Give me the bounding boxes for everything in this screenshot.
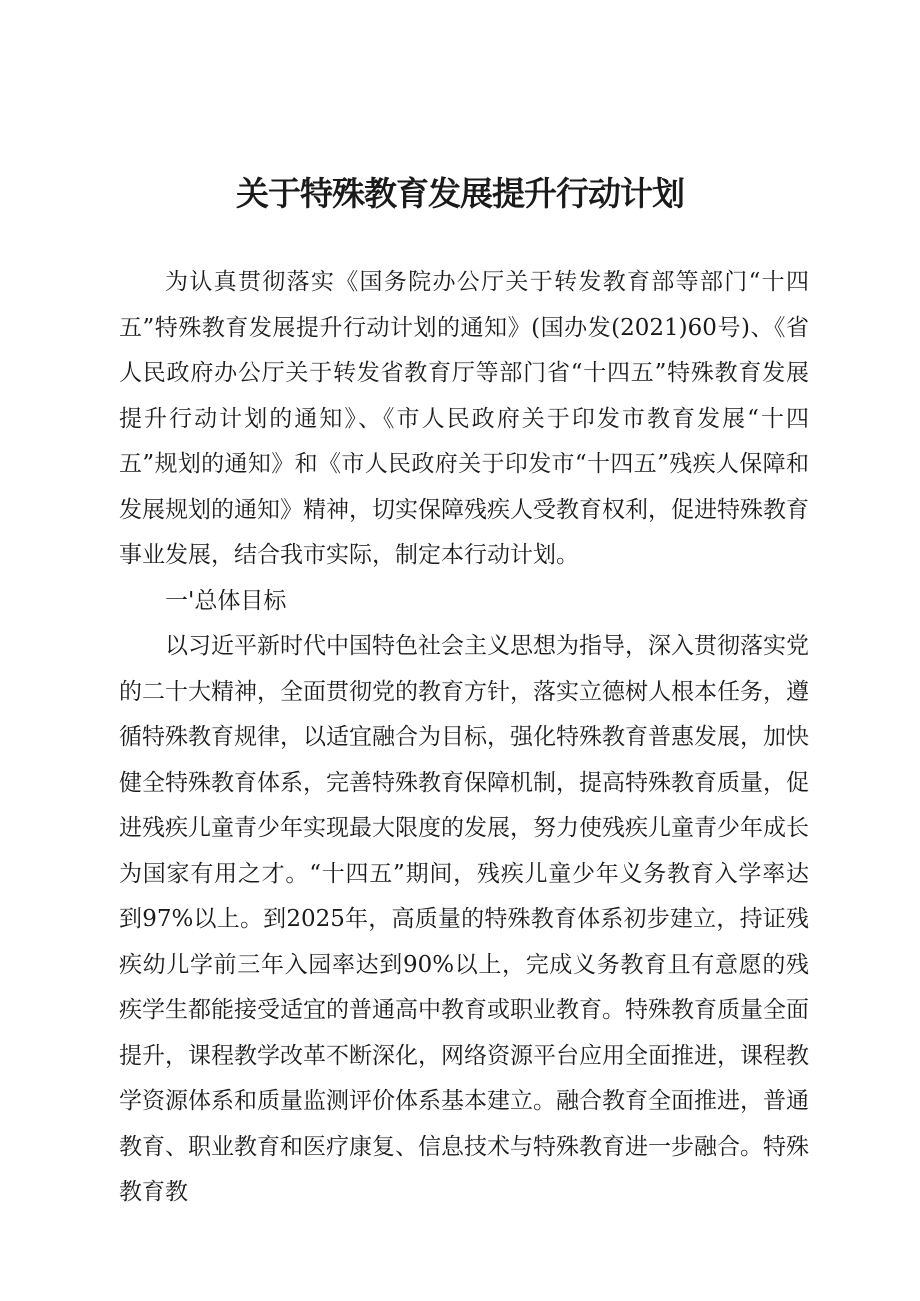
section-paragraph-overall-goals: 以习近平新时代中国特色社会主义思想为指导，深入贯彻落实党的二十大精神，全面贯彻党的教育方针，落实立德树人根本任务，遵循特殊教育规律，以适宜融合为目标，强化特殊教育普惠发展，加快健全特殊教育体系，完善特殊教育保障机制，提高特殊教育质量，促进残疾儿童青少年实现最大限度的发展，努力使残疾儿童青少年成长为国家有用之才。“十四五”期间，残疾儿童少年义务教育入学率达到97%以上。到2025年，高质量的特殊教育体系初步建立，持证残疾幼儿学前三年入园率达到90%以上，完成义务教育且有意愿的残疾学生都能接受适宜的普通高中教育或职业教育。特殊教育质量全面提升，课程教学改革不断深化，网络资源平台应用全面推进，课程教学资源体系和质量监测评价体系基本建立。融合教育全面推进，普通教育、职业教育和医疗康复、信息技术与特殊教育进一步融合。特殊教育教 xyxy=(119,633,809,1205)
intro-paragraph: 为认真贯彻落实《国务院办公厅关于转发教育部等部门“十四五”特殊教育发展提升行动计划的通知》(国办发(2021)60号)、《省人民政府办公厅关于转发省教育厅等部门省“十四五”特殊教育发展提升行动计划的通知》、《市人民政府关于印发市教育发展“十四五”规划的通知》和《市人民政府关于印发市“十四五”残疾人保障和发展规划的通知》精神，切实保障残疾人受教育权利，促进特殊教育事业发展，结合我市实际，制定本行动计划。 xyxy=(119,269,809,568)
section-heading-overall-goals: 一'总体目标 xyxy=(165,587,287,614)
document-title: 关于特殊教育发展提升行动计划 xyxy=(236,174,684,213)
document-body xyxy=(119,260,809,1216)
